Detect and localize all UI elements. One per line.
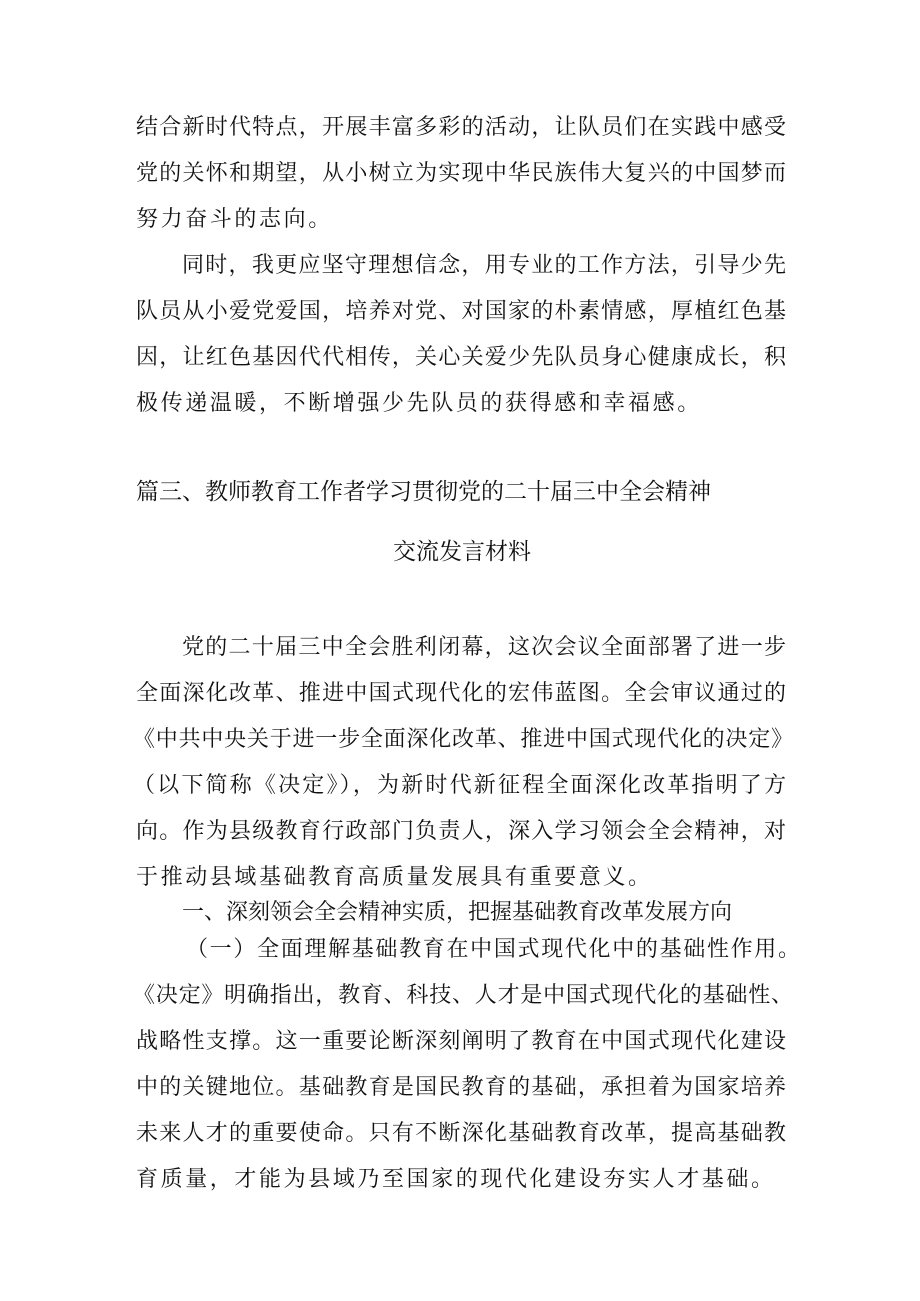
paragraph-line: 因，让红色基因代代相传，关心关爱少先队员身心健康成长，积 [136,345,786,370]
paragraph-line: 党的二十届三中全会胜利闭幕，这次会议全面部署了进一步 [182,635,786,660]
paragraph-line: 党的关怀和期望，从小树立为实现中华民族伟大复兴的中国梦而 [136,161,786,186]
article-title: 篇三、教师教育工作者学习贯彻党的二十届三中全会精神 [136,479,711,505]
paragraph-line: 《决定》明确指出，教育、科技、人才是中国式现代化的基础性、 [133,983,793,1008]
paragraph-line: 结合新时代特点，开展丰富多彩的活动，让队员们在实践中感受 [136,115,786,140]
paragraph-line: 全面深化改革、推进中国式现代化的宏伟蓝图。全会审议通过的 [136,681,786,706]
paragraph-line: 《中共中央关于进一步全面深化改革、推进中国式现代化的决定》 [133,727,793,752]
paragraph-line: （以下简称《决定》），为新时代新征程全面深化改革指明了方 [133,773,786,798]
paragraph-line: 努力奋斗的志向。 [136,207,333,232]
section-heading: 一、深刻领会全会精神实质，把握基础教育改革发展方向 [182,900,733,925]
paragraph-line: 极传递温暖，不断增强少先队员的获得感和幸福感。 [136,391,702,416]
paragraph-line: 育质量，才能为县域乃至国家的现代化建设夯实人才基础。 [136,1167,776,1192]
paragraph-line: （一）全面理解基础教育在中国式现代化中的基础性作用。 [186,937,800,962]
paragraph-line: 中的关键地位。基础教育是国民教育的基础，承担着为国家培养 [136,1075,786,1100]
paragraph-line: 于推动县域基础教育高质量发展具有重要意义。 [136,865,653,890]
paragraph-line: 战略性支撑。这一重要论断深刻阐明了教育在中国式现代化建设 [136,1029,786,1054]
paragraph-line: 队员从小爱党爱国，培养对党、对国家的朴素情感，厚植红色基 [136,299,786,324]
paragraph-line: 同时，我更应坚守理想信念，用专业的工作方法，引导少先 [182,253,786,278]
article-title-line-2: 交流发言材料 [393,539,531,565]
paragraph-line: 未来人才的重要使命。只有不断深化基础教育改革，提高基础教 [136,1121,786,1146]
paragraph-line: 向。作为县级教育行政部门负责人，深入学习领会全会精神，对 [136,819,786,844]
